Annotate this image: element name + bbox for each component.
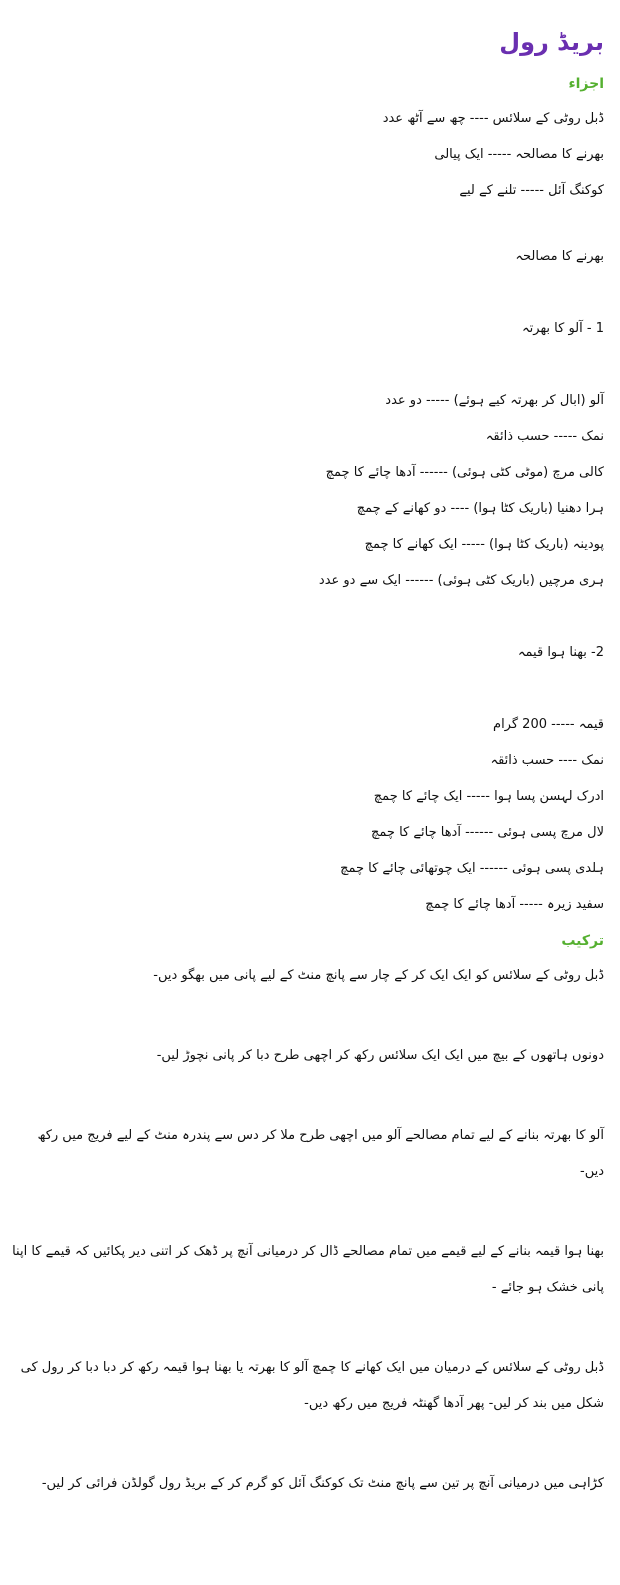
potato-item: ہری مرچیں (باریک کٹی ہوئی) ------ ایک سے دو عدد — [318, 572, 604, 588]
recipe-title: بریڈ رول — [499, 28, 604, 56]
ingredient-item: کوکنگ آئل ----- تلنے کے لیے — [459, 182, 604, 198]
potato-heading: 1 - آلو کا بھرتہ — [522, 320, 604, 336]
potato-item: ہرا دھنیا (باریک کٹا ہوا) ---- دو کھانے کے چمچ — [356, 500, 604, 516]
mince-item: نمک ---- حسب ذائقہ — [490, 752, 604, 768]
method-step: ڈبل روٹی کے سلائس کو ایک ایک کر کے چار سے پانچ منٹ کے لیے پانی میں بھگو دیں- — [153, 967, 604, 983]
potato-item: کالی مرچ (موٹی کٹی ہوئی) ------ آدھا چائے کا چمچ — [325, 464, 604, 480]
potato-item: آلو (ابال کر بھرتہ کیے ہوئے) ----- دو عدد — [385, 392, 604, 408]
mince-list — [10, 707, 604, 923]
method-steps — [10, 958, 604, 1502]
method-step: ڈبل روٹی کے سلائس کے درمیان میں ایک کھانے کا چمچ آلو کا بھرتہ یا بھنا ہوا قیمہ رکھ کر دبا دبا کر رول کی شکل میں بند کر لیں- پھر آدھا گھنٹہ فریج میں رکھ دیں- — [20, 1359, 604, 1411]
method-step: دونوں ہاتھوں کے بیچ میں ایک ایک سلائس رکھ کر اچھی طرح دبا کر پانی نچوڑ لیں- — [156, 1047, 604, 1063]
mince-item: ہلدی پسی ہوئی ------ ایک چوتھائی چائے کا چمچ — [340, 860, 604, 876]
mince-item: سفید زیرہ ----- آدھا چائے کا چمچ — [425, 896, 604, 912]
ingredients-heading: اجزاء — [568, 75, 604, 92]
method-step: بھنا ہوا قیمہ بنانے کے لیے قیمے میں تمام مصالحے ڈال کر درمیانی آنچ پر ڈھک کر اتنی دیر پکائیں کہ قیمے کا اپنا پانی خشک ہو جائے - — [12, 1243, 604, 1295]
potato-item: نمک ----- حسب ذائقہ — [485, 428, 604, 444]
method-heading: ترکیب — [561, 932, 604, 949]
mince-item: ادرک لہسن پسا ہوا ----- ایک چائے کا چمچ — [373, 788, 604, 804]
mince-item: قیمہ ----- 200 گرام — [493, 716, 604, 732]
ingredient-item: ڈبل روٹی کے سلائس ---- چھ سے آٹھ عدد — [382, 110, 604, 126]
potato-item: پودینہ (باریک کٹا ہوا) ----- ایک کھانے کا چمچ — [364, 536, 604, 552]
method-step: آلو کا بھرتہ بنانے کے لیے تمام مصالحے آلو میں اچھی طرح ملا کر دس سے پندرہ منٹ کے لیے فریج میں رکھ دیں- — [37, 1127, 604, 1179]
ingredient-item: بھرنے کا مصالحہ ----- ایک پیالی — [434, 146, 604, 162]
ingredients-list — [10, 101, 604, 209]
mince-item: لال مرچ پسی ہوئی ------ آدھا چائے کا چمچ — [371, 824, 604, 840]
method-step: کڑاہی میں درمیانی آنچ پر تین سے پانچ منٹ تک کوکنگ آئل کو گرم کر کے بریڈ رول گولڈن فرائی کر لیں- — [41, 1475, 604, 1491]
filling-heading: بھرنے کا مصالحہ — [515, 248, 604, 264]
mince-heading: 2- بھنا ہوا قیمہ — [517, 644, 604, 660]
potato-list — [10, 383, 604, 599]
